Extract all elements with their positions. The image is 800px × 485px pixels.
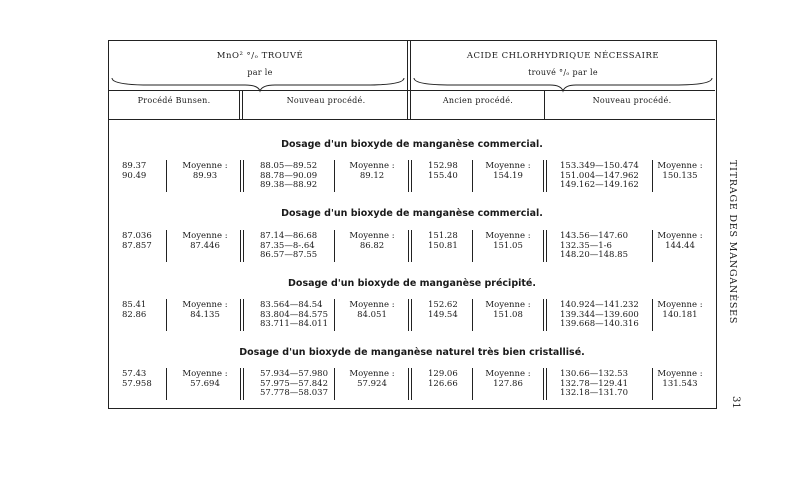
nouveau-hcl-values: 140.924—141.232 139.344—139.600 139.668—140.316	[560, 300, 639, 329]
nouveau-hcl-values: 130.66—132.53 132.78—129.41 132.18—131.70	[560, 369, 628, 398]
ancien-values: 129.06 126.66	[428, 369, 458, 389]
column-separator	[408, 368, 409, 400]
table-bottom-rule	[108, 408, 717, 409]
column-separator	[652, 299, 653, 331]
nouveau-values: 88.05—89.52 88.78—90.09 89.38—88.92	[260, 161, 318, 190]
column-separator	[334, 368, 335, 400]
right-group-brace	[412, 76, 714, 92]
ancien-values: 152.62 149.54	[428, 300, 458, 320]
ancien-values: 152.98 155.40	[428, 161, 458, 181]
left-group-brace	[110, 76, 406, 92]
section-title: Dosage d'un bioxyde de manganèse précipité.	[288, 278, 536, 289]
column-separator	[334, 160, 335, 192]
column-separator	[543, 368, 544, 400]
column-separator	[408, 160, 409, 192]
section-title: Dosage d'un bioxyde de manganèse naturel très bien cristallisé.	[239, 347, 585, 358]
nouveau-hcl-values: 153.349—150.474 151.004—147.962 149.162—149.162	[560, 161, 639, 190]
header-separator	[410, 40, 411, 120]
column-separator	[243, 230, 244, 262]
left-group-title: MnO² °/ₒ TROUVÉ	[216, 51, 304, 61]
right-group-subtitle: trouvé °/ₒ par le	[528, 68, 598, 77]
column-separator	[243, 160, 244, 192]
subheader-separator	[239, 90, 240, 120]
bunsen-mean: Moyenne : 87.446	[182, 231, 228, 251]
nouveau-hcl-mean: Moyenne : 131.543	[657, 369, 703, 389]
column-separator	[166, 299, 167, 331]
column-separator	[411, 230, 412, 262]
column-separator	[166, 368, 167, 400]
nouveau-hcl-mean: Moyenne : 144.44	[657, 231, 703, 251]
bunsen-mean: Moyenne : 57.694	[182, 369, 228, 389]
column-separator	[543, 230, 544, 262]
column-separator	[546, 299, 547, 331]
column-separator	[652, 368, 653, 400]
column-separator	[546, 368, 547, 400]
column-separator	[240, 230, 241, 262]
column-separator	[472, 299, 473, 331]
col-header-bunsen: Procédé Bunsen.	[137, 96, 211, 105]
nouveau-values: 87.14—86.68 87.35—8-.64 86.57—87.55	[260, 231, 318, 260]
nouveau-mean: Moyenne : 89.12	[349, 161, 395, 181]
nouveau-values: 83.564—84.54 83.804—84.575 83.711—84.011	[260, 300, 328, 329]
bunsen-values: 85.41 82.86	[122, 300, 147, 320]
column-separator	[411, 160, 412, 192]
subheader-separator	[544, 90, 545, 120]
bunsen-mean: Moyenne : 89.93	[182, 161, 228, 181]
column-separator	[240, 368, 241, 400]
column-separator	[543, 299, 544, 331]
column-separator	[243, 368, 244, 400]
ancien-mean: Moyenne : 154.19	[485, 161, 531, 181]
column-separator	[334, 299, 335, 331]
left-group-subtitle: par le	[247, 68, 273, 77]
bunsen-values: 89.37 90.49	[122, 161, 147, 181]
column-separator	[408, 230, 409, 262]
column-separator	[408, 299, 409, 331]
running-head: TITRAGE DES MANGANÈSES	[727, 160, 738, 325]
column-separator	[472, 368, 473, 400]
ancien-mean: Moyenne : 151.08	[485, 300, 531, 320]
nouveau-hcl-values: 143.56—147.60 132.35—1-6 148.20—148.85	[560, 231, 628, 260]
column-separator	[243, 299, 244, 331]
column-separator	[166, 230, 167, 262]
column-separator	[472, 160, 473, 192]
column-separator	[411, 299, 412, 331]
section-title: Dosage d'un bioxyde de manganèse commercial.	[281, 139, 543, 150]
column-separator	[411, 368, 412, 400]
column-separator	[240, 160, 241, 192]
nouveau-mean: Moyenne : 86.82	[349, 231, 395, 251]
column-separator	[652, 230, 653, 262]
bunsen-values: 87.036 87.857	[122, 231, 152, 251]
ancien-mean: Moyenne : 127.86	[485, 369, 531, 389]
column-separator	[166, 160, 167, 192]
column-separator	[546, 230, 547, 262]
nouveau-mean: Moyenne : 84.051	[349, 300, 395, 320]
section-title: Dosage d'un bioxyde de manganèse commercial.	[281, 208, 543, 219]
ancien-mean: Moyenne : 151.05	[485, 231, 531, 251]
nouveau-hcl-mean: Moyenne : 140.181	[657, 300, 703, 320]
column-separator	[546, 160, 547, 192]
col-header-nouveau-1: Nouveau procédé.	[286, 96, 366, 105]
subheader-separator	[242, 90, 243, 120]
header-separator	[407, 40, 408, 120]
nouveau-hcl-mean: Moyenne : 150.135	[657, 161, 703, 181]
bunsen-values: 57.43 57.958	[122, 369, 152, 389]
column-separator	[652, 160, 653, 192]
col-header-nouveau-2: Nouveau procédé.	[592, 96, 672, 105]
column-separator	[543, 160, 544, 192]
header-rule-bottom	[108, 119, 715, 120]
col-header-ancien: Ancien procédé.	[442, 96, 514, 105]
nouveau-values: 57.934—57.980 57.975—57.842 57.778—58.037	[260, 369, 328, 398]
column-separator	[334, 230, 335, 262]
bunsen-mean: Moyenne : 84.135	[182, 300, 228, 320]
page-number: 31	[730, 396, 741, 409]
column-separator	[472, 230, 473, 262]
right-group-title: ACIDE CHLORHYDRIQUE NÉCESSAIRE	[466, 51, 660, 61]
ancien-values: 151.28 150.81	[428, 231, 458, 251]
column-separator	[240, 299, 241, 331]
nouveau-mean: Moyenne : 57.924	[349, 369, 395, 389]
